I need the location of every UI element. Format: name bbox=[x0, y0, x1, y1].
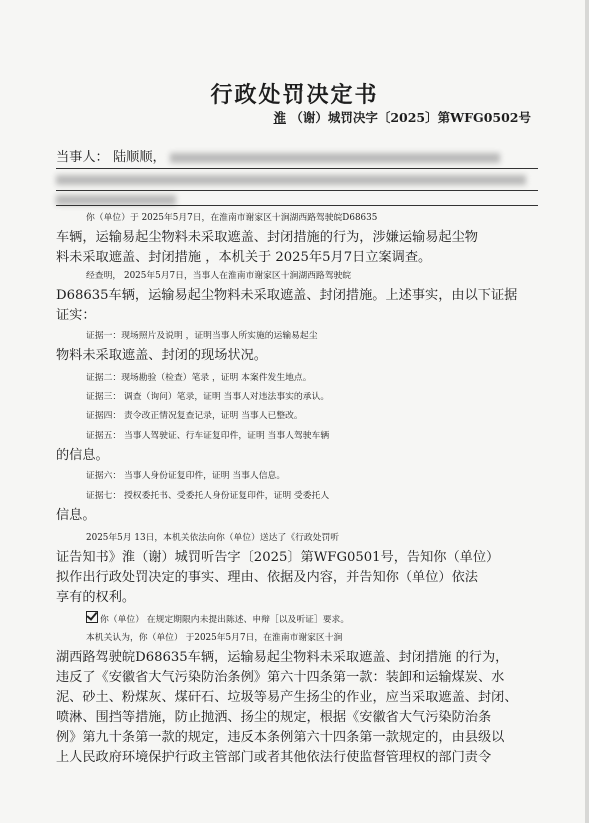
body-line: D68635车辆，运输易起尘物料未采取遮盖、封闭措施。上述事实，由以下证据 bbox=[56, 288, 518, 303]
evidence-line: 证据二：现场勘验（检查）笔录 ，证明 本案件发生地点。 bbox=[86, 373, 312, 383]
body-line: 湖西路驾驶皖D68635车辆，运输易起尘物料未采取遮盖、封闭措施 的行为， bbox=[56, 650, 509, 665]
body-line: 享有的权利。 bbox=[56, 590, 136, 605]
checkbox-checked-icon bbox=[86, 611, 98, 623]
no-statement-text: 你（单位） 在规定期限内未提出陈述、申辩［以及听证］要求。 bbox=[100, 615, 350, 625]
body-line: 2025年5月 13日，本机关依法向你（单位）送达了《行政处罚听 bbox=[86, 533, 340, 543]
evidence-line: 物料未采取遮盖、封闭的现场状况。 bbox=[56, 348, 267, 363]
no-statement-line bbox=[86, 610, 566, 628]
evidence-line: 证据七： 授权委托书、受委托人身份证复印件，证明 受委托人 bbox=[86, 491, 330, 501]
document-title: 行政处罚决定书 bbox=[210, 82, 379, 108]
evidence-line: 证据三： 调查（询问）笔录，证明 当事人对违法事实的承认。 bbox=[86, 392, 330, 402]
evidence-line: 信息。 bbox=[56, 508, 96, 523]
docno-place: 淮 bbox=[273, 110, 286, 125]
party-redacted-line-2 bbox=[56, 172, 536, 188]
body-line: 违反了《安徽省大气污染防治条例》第六十四条第一款：装卸和运输煤炭、水 bbox=[56, 670, 505, 685]
body-line: 上人民政府环境保护行政主管部门或者其他依法行使监督管理权的部门责令 bbox=[56, 750, 492, 765]
docno-rest: （谢）城罚决字〔2025〕第WFG0502号 bbox=[290, 110, 531, 125]
redacted-block bbox=[56, 195, 176, 205]
party-line bbox=[56, 150, 536, 166]
body-line: 车辆，运输易起尘物料未采取遮盖、封闭措施的行为，涉嫌运输易起尘物 bbox=[56, 230, 478, 245]
redacted-block bbox=[56, 175, 526, 185]
document-number bbox=[273, 108, 531, 126]
body-line: 证告知书》淮（谢）城罚听告字〔2025〕第WFG0501号，告知你（单位） bbox=[56, 550, 500, 565]
body-line: 经查明， 2025年5月7日，当事人在淮南市谢家区十涧湖西路驾驶皖 bbox=[86, 271, 352, 281]
party-name: 陆顺顺， bbox=[112, 150, 166, 165]
body-line: 本机关认为，你（单位） 于2025年5月7日，在淮南市谢家区十涧 bbox=[86, 633, 343, 643]
party-label: 当事人： bbox=[56, 150, 109, 165]
redacted-block bbox=[170, 153, 500, 163]
body-line: 例》第九十条第一款的规定，违反本条例第六十四条第一款规定的，由县级以 bbox=[56, 730, 505, 745]
evidence-line: 证据四： 责令改正情况复查记录，证明 当事人已整改。 bbox=[86, 411, 303, 421]
evidence-line: 证据一：现场照片及说明 ，证明当事人所实施的运输易起尘 bbox=[86, 331, 318, 341]
party-underline bbox=[56, 205, 538, 206]
page-edge bbox=[585, 0, 589, 823]
body-line: 料未采取遮盖、封闭措施 ，本机关于 2025年5月7日立案调查。 bbox=[56, 250, 432, 265]
body-line: 泥、砂土、粉煤灰、煤矸石、垃圾等易产生扬尘的作业，应当采取遮盖、封闭、 bbox=[56, 690, 518, 705]
party-underline bbox=[56, 190, 538, 191]
body-line: 你（单位）于 2025年5月7日，在淮南市谢家区十涧湖西路驾驶皖D68635 bbox=[86, 213, 378, 223]
evidence-line: 证据五： 当事人驾驶证、行车证复印件，证明 当事人驾驶车辆 bbox=[86, 431, 330, 441]
evidence-line: 证据六： 当事人身份证复印件，证明 当事人信息。 bbox=[86, 471, 286, 481]
body-line: 拟作出行政处罚决定的事实、理由、依据及内容，并告知你（单位）依法 bbox=[56, 570, 478, 585]
body-line: 喷淋、围挡等措施，防止抛洒、扬尘的规定，根据《安徽省大气污染防治条 bbox=[56, 710, 492, 725]
body-line: 证实： bbox=[56, 308, 96, 323]
evidence-line: 的信息。 bbox=[56, 448, 109, 463]
party-underline bbox=[56, 168, 538, 169]
